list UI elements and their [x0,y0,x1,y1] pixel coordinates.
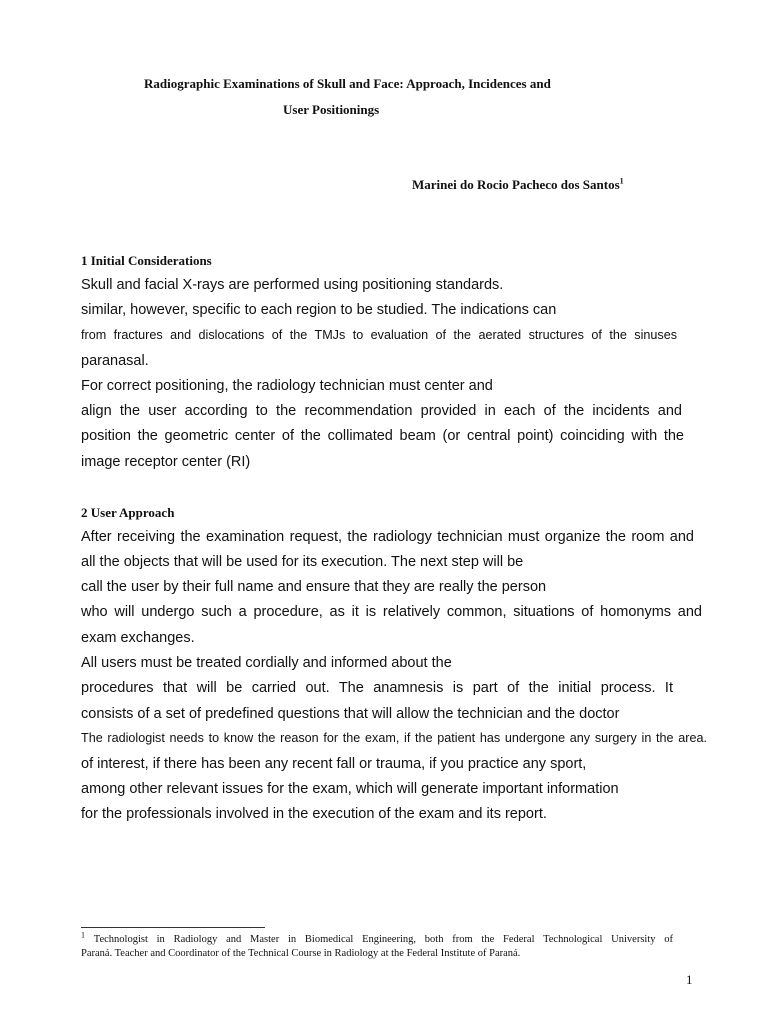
section-2-line: all the objects that will be used for its execution. The next step will be [81,554,524,570]
section-1-line: position the geometric center of the collimated beam (or central point) coinciding with the [81,428,684,444]
author-footnote-mark: 1 [619,176,624,186]
section-2-line: consists of a set of predefined questions that will allow the technician and the doctor [81,706,620,722]
section-2-line: All users must be treated cordially and informed about the [81,655,452,671]
section-1-line: paranasal. [81,353,149,369]
document-title-line-1: Radiographic Examinations of Skull and Face: Approach, Incidences and [144,76,551,91]
author-name [412,177,624,193]
document-title-line-2: User Positionings [283,102,380,117]
footnote-line-2: Paraná. Teacher and Coordinator of the Technical Course in Radiology at the Federal Institute of Paraná. [81,948,521,959]
section-2-line: procedures that will be carried out. The anamnesis is part of the initial process. It [81,680,673,696]
section-1-line: from fractures and dislocations of the TMJs to evaluation of the aerated structures of the sinuses [81,328,677,342]
footnote-line-1 [81,930,674,945]
section-1-heading: 1 Initial Considerations [81,253,212,268]
page-number: 1 [686,972,693,987]
section-2-line: exam exchanges. [81,630,195,646]
section-2-line: The radiologist needs to know the reason for the exam, if the patient has undergone any surgery in the area. [81,731,707,745]
section-1-line: similar, however, specific to each region to be studied. The indications can [81,302,557,318]
footnote-mark: 1 [81,930,85,940]
footnote-separator [81,927,265,928]
section-2-heading: 2 User Approach [81,505,175,520]
section-2-line: among other relevant issues for the exam, which will generate important information [81,781,619,797]
section-2-line: After receiving the examination request, the radiology technician must organize the room and [81,529,694,545]
section-1-line: For correct positioning, the radiology technician must center and [81,378,493,394]
section-2-line: for the professionals involved in the execution of the exam and its report. [81,806,547,822]
section-1-line: align the user according to the recommendation provided in each of the incidents and [81,403,682,419]
section-2-line: who will undergo such a procedure, as it is relatively common, situations of homonyms and [81,604,702,620]
author-name-text: Marinei do Rocio Pacheco dos Santos [412,177,620,192]
section-1-line: image receptor center (RI) [81,454,251,470]
section-2-line: call the user by their full name and ensure that they are really the person [81,579,547,595]
section-1-line: Skull and facial X-rays are performed using positioning standards. [81,277,504,293]
footnote-text-1: Technologist in Radiology and Master in Biomedical Engineering, both from the Federal Technological University of [93,934,674,945]
section-2-line: of interest, if there has been any recent fall or trauma, if you practice any sport, [81,756,587,772]
